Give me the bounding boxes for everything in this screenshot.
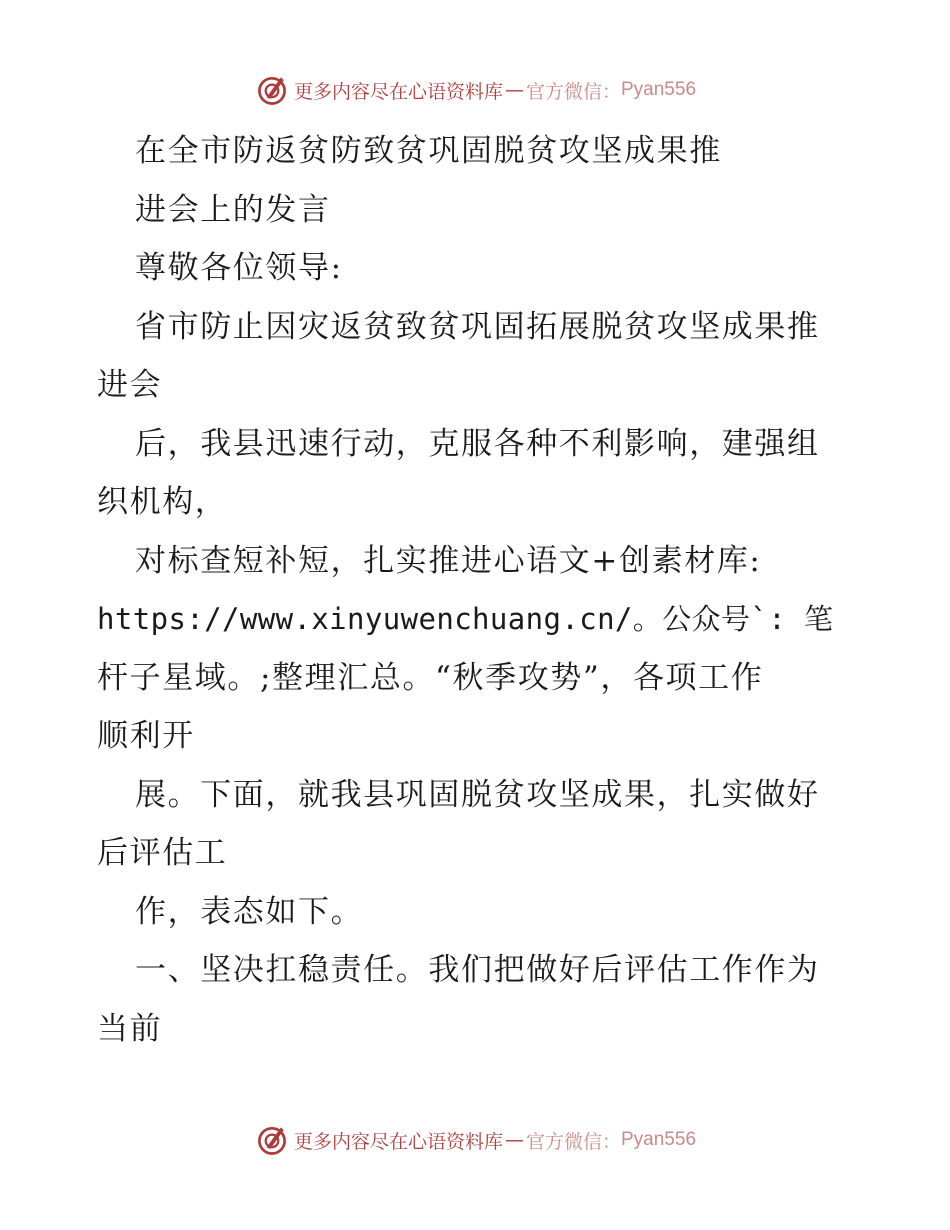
document-body (97, 122, 867, 1058)
footer-watermark (0, 1120, 950, 1160)
watermark-dash: — (504, 1129, 524, 1151)
watermark-wechat-id: Pyan556 (621, 1129, 697, 1150)
watermark-text: 更多内容尽在心语资料库 (293, 80, 503, 103)
paragraph-line: 当前 (97, 1010, 163, 1047)
paragraph-line: 省市防止因灾返贫致贫巩固拓展脱贫攻坚成果推 (135, 308, 820, 345)
paragraph-line: 顺利开 (97, 718, 195, 754)
paragraph-line: 杆子星域。;整理汇总。“秋季攻势”，各项工作 (97, 659, 764, 696)
watermark-suffix: 官方微信： (525, 1130, 621, 1153)
paragraph-line: 后，我县迅速行动，克服各种不利影响，建强组 (135, 425, 820, 462)
quill-logo-icon (254, 72, 290, 108)
watermark-dash: — (504, 79, 524, 101)
title-line-1: 在全市防返贫防致贫巩固脱贫攻坚成果推 (135, 133, 722, 169)
watermark-wechat-id: Pyan556 (621, 79, 697, 100)
watermark-text: 更多内容尽在心语资料库 (293, 1130, 503, 1153)
title-line-2: 进会上的发言 (135, 191, 331, 228)
paragraph-line: 对标查短补短，扎实推进心语文+创素材库: (135, 542, 762, 579)
url-line: https://www.xinyuwenchuang.cn/。公众号`: 笔 (97, 602, 834, 636)
section-heading-line: 一、坚决扛稳责任。我们把做好后评估工作作为 (135, 952, 820, 988)
paragraph-line: 进会 (97, 367, 163, 403)
quill-logo-icon (254, 1122, 290, 1158)
paragraph-line: 织机构， (97, 484, 228, 520)
paragraph-line: 作，表态如下。 (135, 893, 364, 930)
watermark-suffix: 官方微信： (525, 80, 621, 103)
salutation: 尊敬各位领导: (135, 250, 343, 286)
header-watermark (0, 70, 950, 110)
paragraph-line: 展。下面，就我县巩固脱贫攻坚成果，扎实做好 (135, 776, 820, 813)
paragraph-line: 后评估工 (97, 835, 228, 871)
